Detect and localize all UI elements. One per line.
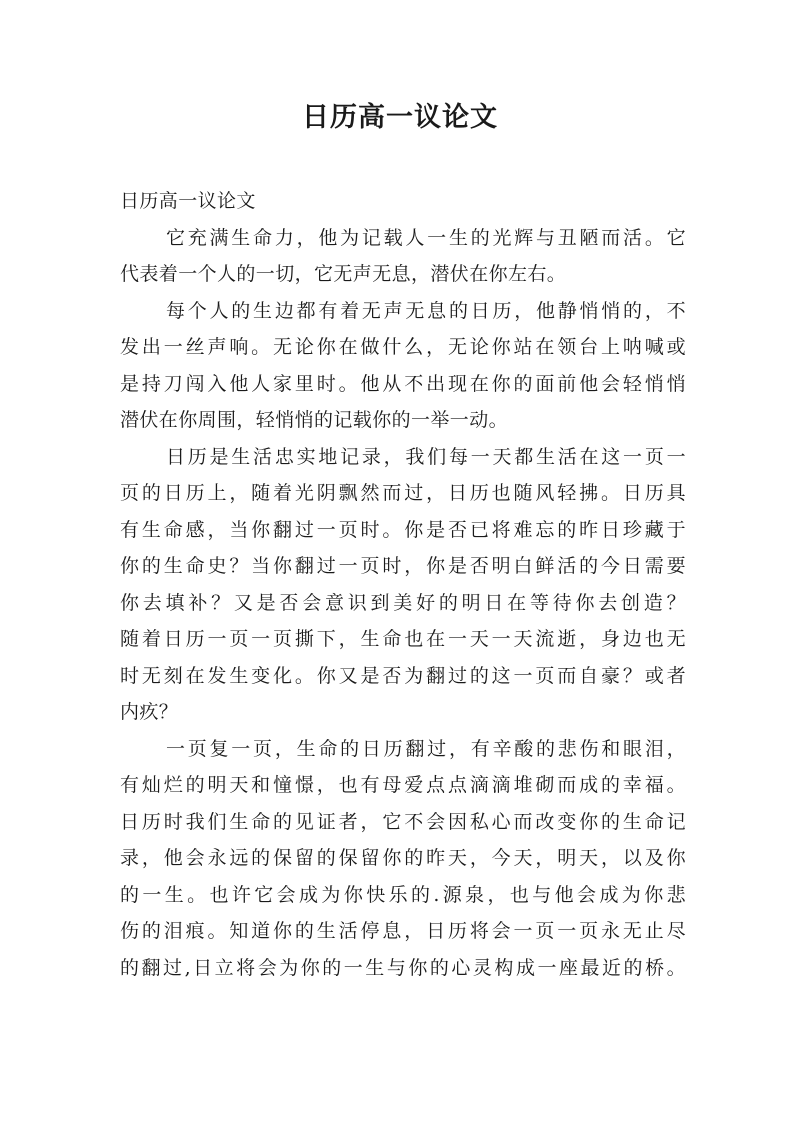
paragraph-1 <box>120 220 686 293</box>
paragraph-3 <box>120 439 686 731</box>
paragraph-line: 是持刀闯入他人家里时。他从不出现在你的面前他会轻悄悄 <box>120 372 686 395</box>
paragraph-line: 随着日历一页一页撕下，生命也在一天一天流逝，身边也无 <box>120 628 686 650</box>
paragraph-line: 一页复一页，生命的日历翻过，有辛酸的悲伤和眼泪， <box>166 737 686 760</box>
paragraph-line: 时无刻在发生变化。你又是否为翻过的这一页而自豪？或者 <box>120 664 686 687</box>
document-title: 日历高一议论文 <box>302 102 498 133</box>
paragraph-line: 的一生。也许它会成为你快乐的.源泉，也与他会成为你悲 <box>120 883 686 906</box>
paragraph-line: 有生命感，当你翻过一页时。你是否已将难忘的昨日珍藏于 <box>120 518 686 541</box>
paragraph-line: 代表着一个人的一切，它无声无息，潜伏在你左右。 <box>120 263 567 285</box>
document-subtitle: 日历高一议论文 <box>120 190 256 212</box>
paragraph-line: 内疚？ <box>120 701 179 723</box>
paragraph-line: 你去填补？又是否会意识到美好的明日在等待你去创造？ <box>120 591 686 614</box>
paragraph-line: 日历时我们生命的见证者，它不会因私心而改变你的生命记 <box>120 810 686 833</box>
paragraph-line: 潜伏在你周围，轻悄悄的记载你的一举一动。 <box>120 409 509 431</box>
paragraph-line: 它充满生命力，他为记载人一生的光辉与丑陋而活。它 <box>166 226 686 249</box>
paragraph-line: 有灿烂的明天和憧憬，也有母爱点点滴滴堆砌而成的幸福。 <box>120 774 686 796</box>
paragraph-line: 的翻过,日立将会为你的一生与你的心灵构成一座最近的桥。 <box>120 956 686 979</box>
paragraph-line: 录，他会永远的保留的保留你的昨天，今天，明天，以及你 <box>120 847 686 869</box>
paragraph-line: 日历是生活忠实地记录，我们每一天都生活在这一页一 <box>166 445 686 468</box>
paragraph-4 <box>120 731 686 987</box>
paragraph-line: 发出一丝声响。无论你在做什么，无论你站在领台上呐喊或 <box>120 336 686 358</box>
paragraph-line: 页的日历上，随着光阴飘然而过，日历也随风轻拂。日历具 <box>120 482 686 504</box>
paragraph-line: 伤的泪痕。知道你的生活停息，日历将会一页一页永无止尽 <box>120 920 686 942</box>
paragraph-line: 每个人的生边都有着无声无息的日历，他静悄悄的，不 <box>166 299 686 322</box>
document-body <box>120 183 686 986</box>
paragraph-2 <box>120 293 686 439</box>
paragraph-line: 你的生命史？当你翻过一页时，你是否明白鲜活的今日需要 <box>120 555 686 577</box>
